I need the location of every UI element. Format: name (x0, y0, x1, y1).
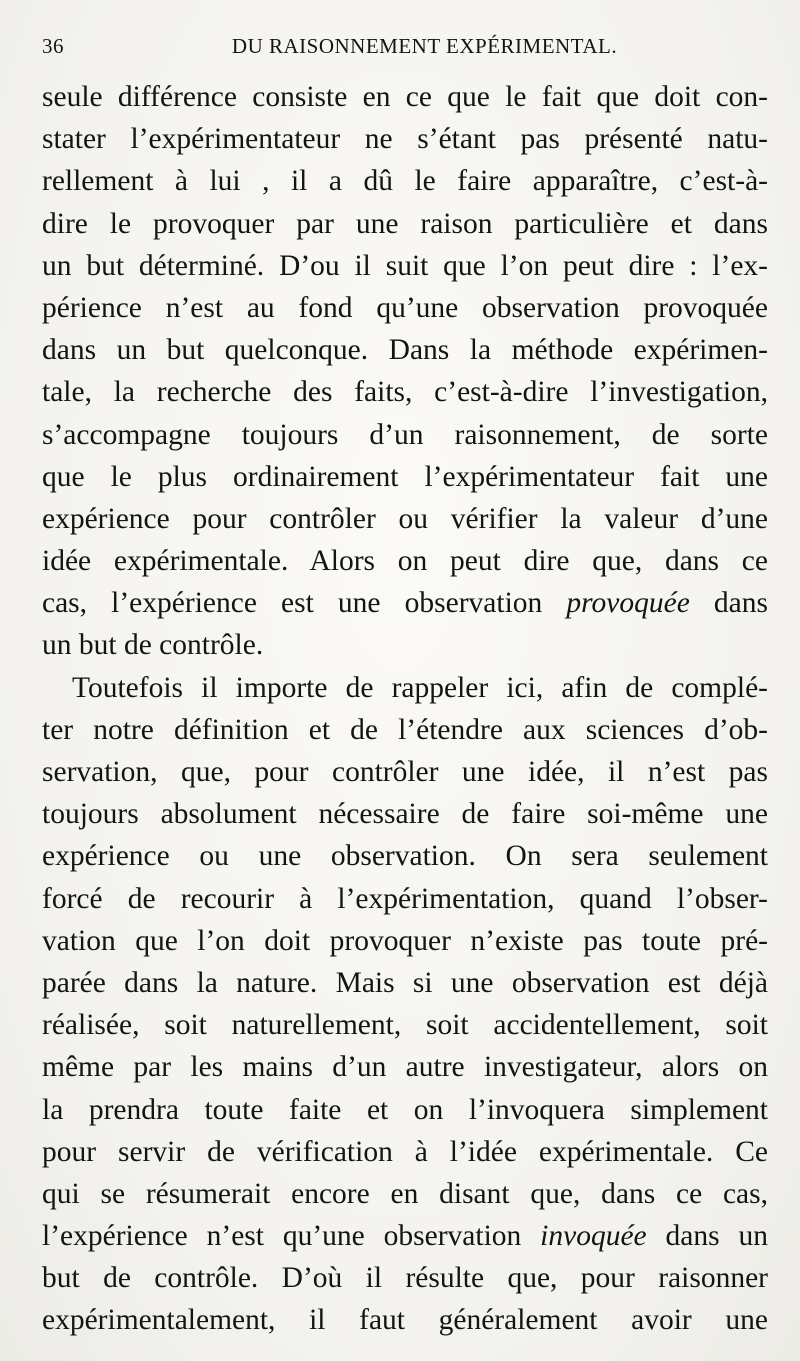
running-title: DU RAISONNEMENT EXPÉRIMENTAL. (231, 34, 618, 58)
text-line: l’expérience n’est qu’une observation invoquée dans un (42, 1220, 768, 1253)
paragraph-2 (42, 667, 768, 1342)
text-line: réalisée, soit naturellement, soit accidentellement, soit (42, 1009, 768, 1042)
italic-term: provoquée (566, 587, 690, 620)
italic-term: invoquée (540, 1220, 647, 1253)
text-line: idée expérimentale. Alors on peut dire que, dans ce (42, 545, 768, 578)
text-line: tale, la recherche des faits, c’est-à-dire l’investigation, (42, 376, 768, 409)
text-line: périence n’est au fond qu’une observation provoquée (42, 291, 768, 324)
text-line: s’accompagne toujours d’un raisonnement, de sorte (42, 418, 768, 451)
text-line: but de contrôle. D’où il résulte que, pour raisonner (42, 1262, 768, 1295)
text-line: toujours absolument nécessaire de faire soi-même une (42, 798, 768, 831)
text-line: pour servir de vérification à l’idée expérimentale. Ce (42, 1135, 768, 1168)
text-line: vation que l’on doit provoquer n’existe pas toute pré- (42, 924, 768, 957)
text-line: servation, que, pour contrôler une idée, il n’est pas (42, 756, 768, 788)
text-line: qui se résumerait encore en disant que, dans ce cas, (42, 1177, 768, 1210)
text-line: Toutefois il importe de rappeler ici, afin de complé- (72, 671, 768, 704)
text-line: que le plus ordinairement l’expérimentateur fait une (42, 460, 768, 493)
text-line: seule différence consiste en ce que le fait que doit con- (42, 81, 768, 113)
text-line: un but de contrôle. (42, 629, 264, 662)
text-line: expérience ou une observation. On sera seulement (42, 840, 768, 873)
text-line: la prendra toute faite et on l’invoquera simplement (42, 1093, 768, 1126)
text-line: dire le provoquer par une raison particulière et dans (42, 207, 768, 240)
text-line: expérience pour contrôler ou vérifier la valeur d’une (42, 502, 768, 535)
text-line: rellement à lui , il a dû le faire apparaître, c’est-à- (42, 165, 768, 198)
text-line: un but déterminé. D’ou il suit que l’on peut dire : l’ex- (42, 249, 768, 282)
page-number: 36 (42, 34, 64, 58)
paragraph-1 (42, 76, 768, 667)
text-line: parée dans la nature. Mais si une observation est déjà (42, 966, 768, 999)
page-header (42, 34, 768, 64)
text-line: même par les mains d’un autre investigateur, alors on (42, 1051, 768, 1084)
text-line: ter notre définition et de l’étendre aux sciences d’ob- (42, 713, 768, 746)
text-line: expérimentalement, il faut généralement avoir une (42, 1304, 768, 1337)
text-line: cas, l’expérience est une observation provoquée dans (42, 587, 768, 620)
text-line: dans un but quelconque. Dans la méthode expérimen- (42, 334, 768, 367)
text-line: stater l’expérimentateur ne s’étant pas présenté natu- (42, 123, 768, 156)
body-text (42, 76, 768, 1342)
text-line: forcé de recourir à l’expérimentation, quand l’obser- (42, 882, 768, 915)
